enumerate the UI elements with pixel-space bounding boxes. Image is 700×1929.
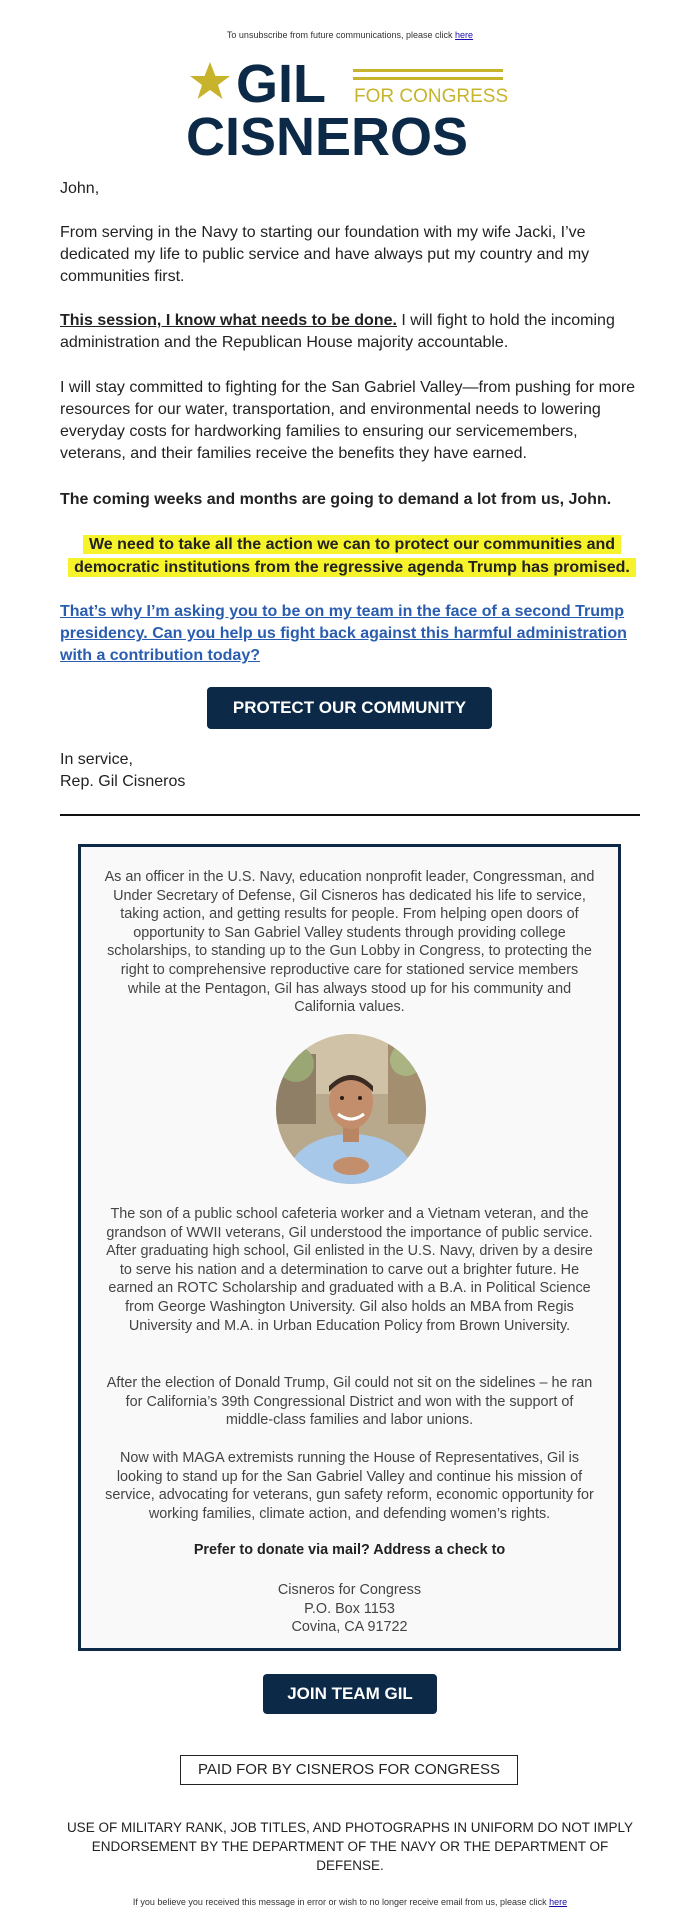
letter-paragraph-2-strong: This session, I know what needs to be done.: [60, 312, 397, 329]
candidate-photo-svg: [276, 1034, 426, 1184]
address-line-1: Cisneros for Congress: [277, 1582, 422, 1598]
military-disclaimer: USE OF MILITARY RANK, JOB TITLES, AND PHOTOGRAPHS IN UNIFORM DO NOT IMPLY ENDORSEMENT BY THE DEPARTMENT OF THE NAVY OR THE DEPARTMENT OF DEFENSE.: [66, 1820, 634, 1873]
highlighted-message: [60, 533, 644, 579]
logo-stripe-1: [353, 69, 503, 72]
bio-box: [78, 844, 621, 1651]
error-note: [0, 1897, 700, 1907]
star-icon: [190, 62, 230, 99]
divider: [60, 814, 640, 816]
logo-line2: CISNEROS: [188, 107, 469, 158]
bio-paragraph-2: The son of a public school cafeteria worker and a Vietnam veteran, and the grandson of WWII veterans, Gil understood the importance of public service. After graduating high school, Gil enlisted in the U.S. Navy, driven by a desire to serve his nation and a determination to carve out a brighter future. He earned an ROTC Scholarship and graduated with a B.A. in Political Science from George Washington University. Gil also holds an MBA from Regis University and M.A. in Urban Education Policy from Brown University.: [106, 1206, 593, 1334]
candidate-photo: [276, 1034, 426, 1184]
logo-tagline: FOR CONGRESS: [354, 86, 509, 107]
unsubscribe-note: [0, 30, 700, 40]
address-line-2: P.O. Box 1153: [304, 1600, 395, 1617]
bio-paragraph-3: After the election of Donald Trump, Gil could not sit on the sidelines – he ran for California’s 39th Congressional District and won with the support of middle-class families and labor unions.: [106, 1375, 593, 1429]
paid-for-disclaimer: PAID FOR BY CISNEROS FOR CONGRESS: [180, 1755, 518, 1785]
campaign-logo: [188, 58, 518, 158]
letter-paragraph-4: The coming weeks and months are going to demand a lot from us, John.: [60, 491, 612, 508]
protect-our-community-button[interactable]: PROTECT OUR COMMUNITY: [207, 687, 492, 729]
bio-paragraph-4: Now with MAGA extremists running the House of Representatives, Gil is looking to stand up for the San Gabriel Valley and continue his mission of service, advocating for veterans, gun safety reform, economic opportunity for working families, climate action, and defending women’s rights.: [105, 1450, 594, 1522]
signoff: In service,: [60, 751, 133, 768]
unsubscribe-text: To unsubscribe from future communications, please click: [226, 30, 453, 40]
letter-paragraph-1: From serving in the Navy to starting our foundation with my wife Jacki, I’ve dedicated my life to public service and have always put my country and my communities first.: [60, 224, 590, 285]
address-line-3: Covina, CA 91722: [291, 1619, 408, 1636]
opt-out-link[interactable]: here: [549, 1897, 568, 1907]
greeting: John,: [60, 180, 100, 197]
letter-paragraph-3: I will stay committed to fighting for the San Gabriel Valley—from pushing for more resources for our water, transportation, and environmental needs to lowering everyday costs for hardworking families to ensuring our servicemembers, veterans, and their families receive the benefits they have earned.: [60, 379, 636, 462]
campaign-logo-svg: [188, 58, 518, 158]
logo-line1: GIL: [236, 58, 326, 114]
mailing-address: [103, 1581, 596, 1637]
error-text: If you believe you received this message in error or wish to no longer receive email from us, please click: [132, 1897, 547, 1907]
signature: Rep. Gil Cisneros: [60, 773, 186, 790]
letter-paragraph-2-rest: I will fight to hold the incoming administration and the Republican House majority accountable.: [60, 312, 615, 351]
highlight-line-2: democratic institutions from the regressive agenda Trump has promised.: [68, 558, 636, 577]
logo-stripe-2: [353, 77, 503, 80]
donation-ask-link[interactable]: That’s why I’m asking you to be on my team in the face of a second Trump presidency. Can you help us fight back against this harmful administration with a contribution today?: [60, 603, 627, 664]
letter-paragraph-2: [60, 310, 644, 354]
highlight-line-1: We need to take all the action we can to protect our communities and: [83, 535, 621, 554]
bio-paragraph-1: As an officer in the U.S. Navy, education nonprofit leader, Congressman, and Under Secretary of Defense, Gil Cisneros has dedicated his life to service, taking action, and getting results for people. From helping open doors of opportunity to San Gabriel Valley students through providing college scholarships, to standing up to the Gun Lobby in Congress, to protecting the right to comprehensive reproductive care for stationed service members while at the Pentagon, Gil has always stood up for his community and California values.: [104, 869, 595, 1016]
join-team-gil-button[interactable]: JOIN TEAM GIL: [263, 1674, 437, 1714]
unsubscribe-link[interactable]: here: [455, 30, 474, 40]
mail-donation-heading: Prefer to donate via mail? Address a check to: [193, 1542, 506, 1558]
